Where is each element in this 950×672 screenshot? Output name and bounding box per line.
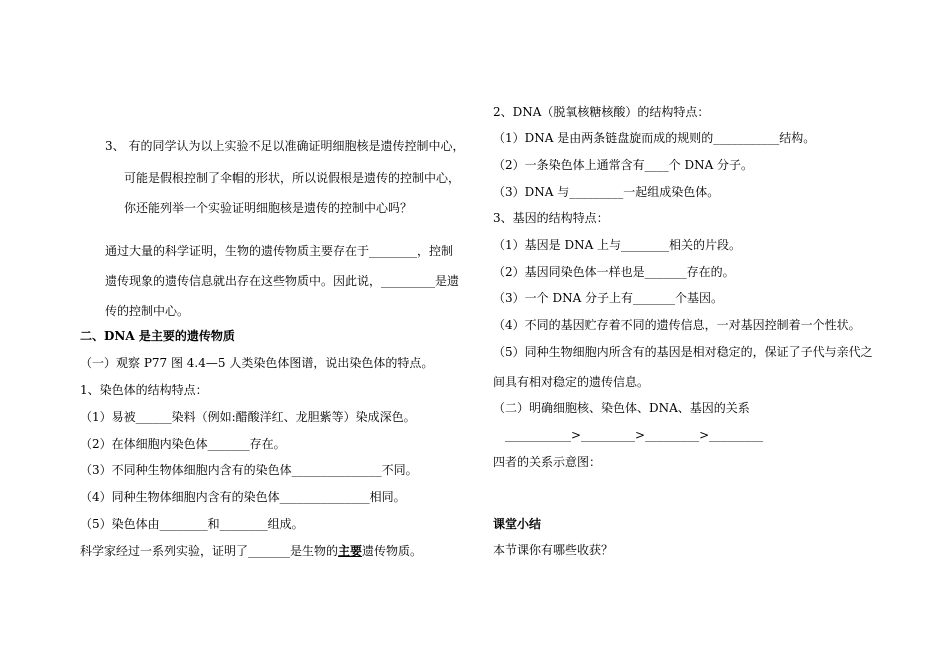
question-3-line-3: 你还能列举一个实验证明细胞核是遗传的控制中心吗？ — [124, 201, 413, 215]
dna-item-2: （2）一条染色体上通常含有____个 DNA 分子。 — [493, 158, 754, 172]
question-3-line-2: 可能是假根控制了伞帽的形状，所以说假根是遗传的控制中心， — [124, 171, 461, 185]
dna-item-1: （1）DNA 是由两条链盘旋而成的规则的___________结构。 — [493, 131, 816, 145]
chromosome-item-3: （3）不同种生物体细胞内含有的染色体_______________不同。 — [80, 463, 418, 477]
gene-item-1: （1）基因是 DNA 上与________相关的片段。 — [493, 238, 742, 252]
paragraph-1-line-1: 通过大量的科学证明，生物的遗传物质主要存在于________，控制 — [105, 244, 454, 258]
class-summary-title: 课堂小结 — [493, 517, 542, 531]
dna-item-3: （3）DNA 与_________一起组成染色体。 — [493, 185, 720, 199]
chromosome-structure-title: 1、染色体的结构特点： — [80, 383, 208, 397]
diagram-label: 四者的关系示意图： — [493, 455, 602, 469]
gene-item-3: （3）一个 DNA 分子上有_______个基因。 — [493, 291, 724, 305]
chromosome-item-4: （4）同种生物体细胞内含有的染色体_______________相同。 — [80, 490, 406, 504]
chromosome-item-5: （5）染色体由________和________组成。 — [80, 517, 304, 531]
gene-item-5-line-1: （5）同种生物细胞内所含有的基因是相对稳定的，保证了子代与亲代之 — [493, 345, 873, 359]
conclusion-suffix: 遗传物质。 — [362, 544, 423, 558]
gene-item-2: （2）基因同染色体一样也是_______存在的。 — [493, 265, 735, 279]
class-summary-question: 本节课你有哪些收获？ — [493, 543, 614, 557]
gene-item-4: （4）不同的基因贮存着不同的遗传信息，一对基因控制着一个性状。 — [493, 318, 861, 332]
relation-chain: ___________>_________>_________>_________ — [505, 428, 764, 442]
paragraph-1-line-3: 传的控制中心。 — [105, 304, 190, 318]
relation-title: （二）明确细胞核、染色体、DNA、基因的关系 — [493, 401, 750, 415]
conclusion-key-term: 主要 — [338, 544, 363, 558]
conclusion-prefix: 科学家经过一系列实验，证明了_______是生物的 — [80, 544, 339, 558]
observation-instruction: （一）观察 P77 图 4.4—5 人类染色体图谱，说出染色体的特点。 — [80, 356, 434, 370]
conclusion-line — [80, 543, 422, 559]
gene-structure-title: 3、基因的结构特点： — [493, 211, 609, 225]
question-3-line-1: 3、 有的同学认为以上实验不足以准确证明细胞核是遗传控制中心， — [105, 139, 465, 153]
paragraph-1-line-2: 遗传现象的遗传信息就出存在这些物质中。因此说，_________是遗 — [105, 274, 460, 288]
section-2-title: 二、DNA 是主要的遗传物质 — [80, 329, 235, 343]
chromosome-item-1: （1）易被______染料（例如:醋酸洋红、龙胆紫等）染成深色。 — [80, 410, 416, 424]
chromosome-item-2: （2）在体细胞内染色体_______存在。 — [80, 437, 286, 451]
dna-structure-title: 2、DNA（脱氧核糖核酸）的结构特点： — [493, 105, 710, 119]
gene-item-5-line-2: 间具有相对稳定的遗传信息。 — [493, 375, 650, 389]
